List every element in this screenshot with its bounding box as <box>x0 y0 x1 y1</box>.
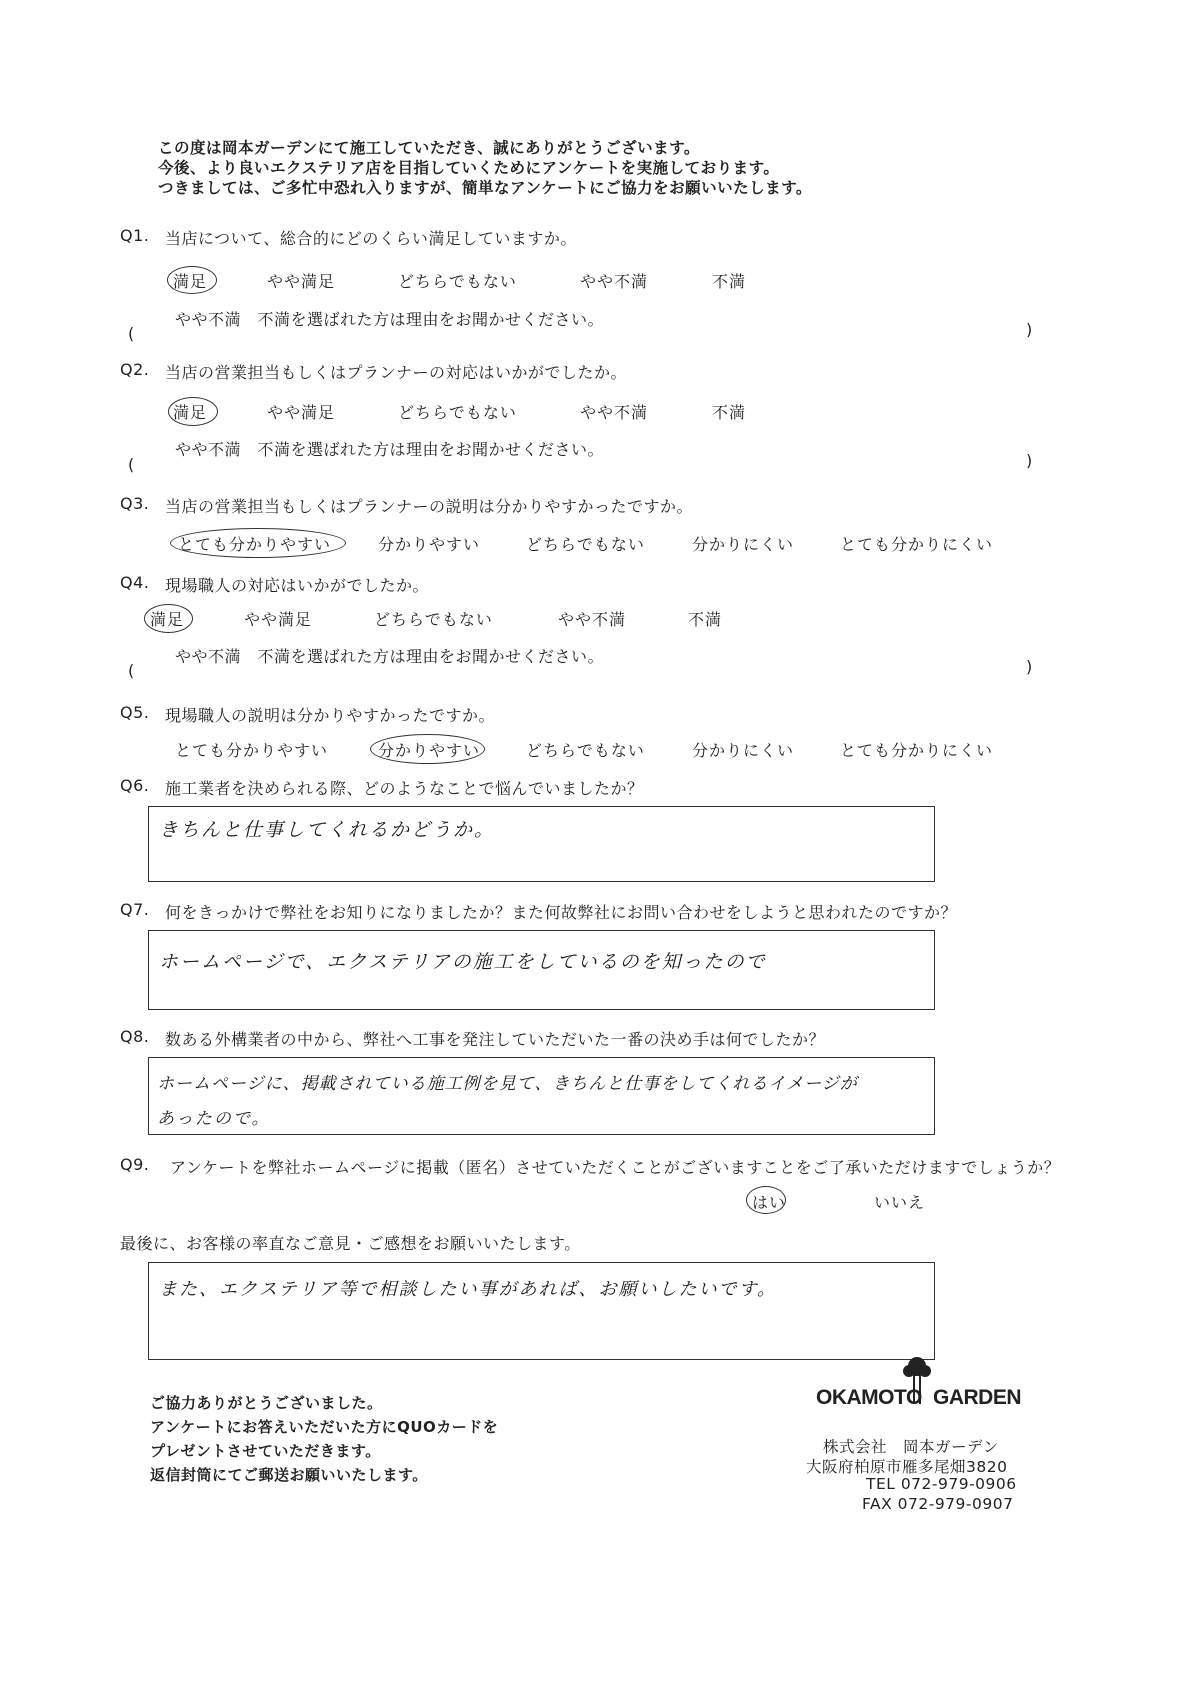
q1-option-1[interactable]: 満足 <box>173 272 208 291</box>
q4-text: 現場職人の対応はいかがでしたか。 <box>165 576 430 595</box>
q2-option-3[interactable]: どちらでもない <box>398 403 517 422</box>
intro-line-2: 今後、より良いエクステリア店を目指していくためにアンケートを実施しております。 <box>158 159 780 177</box>
q6-text: 施工業者を決められる際、どのようなことで悩んでいましたか？ <box>165 779 644 798</box>
q6-answer: きちんと仕事してくれるかどうか。 <box>159 819 496 841</box>
intro-line-1: この度は岡本ガーデンにて施工していただき、誠にありがとうございます。 <box>158 139 700 157</box>
okamoto-garden-logo <box>816 1356 1022 1414</box>
q2-option-1[interactable]: 満足 <box>173 403 208 422</box>
company-address: 大阪府柏原市雁多尾畑3820 <box>806 1458 1008 1476</box>
q3-option-2[interactable]: 分かりやすい <box>378 535 481 554</box>
q4-option-5[interactable]: 不満 <box>688 610 723 629</box>
q2-label: Q2. <box>120 360 150 379</box>
footer-thanks-4: 返信封筒にてご郵送お願いいたします。 <box>150 1466 428 1484</box>
q5-option-5[interactable]: とても分かりにくい <box>840 741 994 760</box>
q4-option-4[interactable]: やや不満 <box>558 610 627 629</box>
q4-option-1[interactable]: 満足 <box>150 610 185 629</box>
footer-thanks-1: ご協力ありがとうございました。 <box>150 1394 383 1412</box>
company-tel: TEL 072-979-0906 <box>866 1475 1017 1493</box>
q3-text: 当店の営業担当もしくはプランナーの説明は分かりやすかったですか。 <box>165 497 694 516</box>
q1-reason-prompt: やや不満 不満を選ばれた方は理由をお聞かせください。 <box>175 310 605 329</box>
logo-text-garden: GARDEN <box>933 1386 1022 1409</box>
q3-option-4[interactable]: 分かりにくい <box>692 535 795 554</box>
q2-text: 当店の営業担当もしくはプランナーの対応はいかがでしたか。 <box>165 363 628 382</box>
q6-label: Q6. <box>120 776 150 795</box>
q4-paren-close: ) <box>1026 657 1033 676</box>
q8-text: 数ある外構業者の中から、弊社へ工事を発注していただいた一番の決め手は何でしたか？ <box>165 1030 826 1049</box>
footer-thanks-2: アンケートにお答えいただいた方にQUOカードを <box>150 1418 499 1436</box>
q2-option-2[interactable]: やや満足 <box>267 403 336 422</box>
q1-option-4[interactable]: やや不満 <box>580 272 649 291</box>
q7-label: Q7. <box>120 900 150 919</box>
q8-answer-line-1: ホームページに、掲載されている施工例を見て、きちんと仕事をしてくれるイメージが <box>157 1074 858 1094</box>
q8-label: Q8. <box>120 1027 150 1046</box>
footer-thanks-3: プレゼントさせていただきます。 <box>150 1442 381 1460</box>
q1-label: Q1. <box>120 226 150 245</box>
final-comment-box[interactable] <box>148 1262 935 1360</box>
intro-line-3: つきましては、ご多忙中恐れ入りますが、簡単なアンケートにご協力をお願いいたします。 <box>158 179 812 197</box>
final-comment-answer: また、エクステリア等で相談したい事があれば、お願いしたいです。 <box>159 1279 778 1300</box>
q5-option-2[interactable]: 分かりやすい <box>378 741 481 760</box>
q2-paren-close: ) <box>1026 451 1033 470</box>
final-comment-prompt: 最後に、お客様の率直なご意見・ご感想をお願いいたします。 <box>120 1234 581 1253</box>
q2-paren-open: ( <box>128 455 135 474</box>
q4-option-2[interactable]: やや満足 <box>244 610 313 629</box>
q1-option-2[interactable]: やや満足 <box>267 272 336 291</box>
q3-option-1[interactable]: とても分かりやすい <box>178 535 332 554</box>
q9-yes-option[interactable]: はい <box>752 1193 787 1212</box>
q9-label: Q9. <box>120 1155 150 1174</box>
q1-text: 当店について、総合的にどのくらい満足していますか。 <box>165 229 577 248</box>
q1-paren-close: ) <box>1026 320 1033 339</box>
q1-paren-open: ( <box>128 324 135 343</box>
q1-option-3[interactable]: どちらでもない <box>398 272 517 291</box>
q3-option-5[interactable]: とても分かりにくい <box>840 535 994 554</box>
q2-option-4[interactable]: やや不満 <box>580 403 649 422</box>
q2-option-5[interactable]: 不満 <box>712 403 747 422</box>
q3-option-3[interactable]: どちらでもない <box>526 535 645 554</box>
q4-reason-prompt: やや不満 不満を選ばれた方は理由をお聞かせください。 <box>175 647 605 666</box>
company-fax: FAX 072-979-0907 <box>862 1495 1014 1513</box>
q7-answer: ホームページで、エクステリアの施工をしているのを知ったので <box>159 951 767 973</box>
q8-answer-line-2: あったので。 <box>157 1109 271 1129</box>
q9-text: アンケートを弊社ホームページに掲載（匿名）させていただくことがございますことをご了承いただけますでしょうか？ <box>170 1158 1061 1177</box>
q2-reason-prompt: やや不満 不満を選ばれた方は理由をお聞かせください。 <box>175 440 605 459</box>
q4-label: Q4. <box>120 573 150 592</box>
q7-text: 何をきっかけで弊社をお知りになりましたか？また何故弊社にお問い合わせをしようと思われたのですか？ <box>165 903 958 922</box>
q5-text: 現場職人の説明は分かりやすかったですか。 <box>165 706 496 725</box>
logo-text-okamoto: OKAMOTO <box>816 1386 922 1409</box>
q7-answer-box[interactable] <box>148 930 935 1010</box>
q8-answer-box[interactable] <box>148 1057 935 1135</box>
q6-answer-box[interactable] <box>148 806 935 882</box>
q5-option-3[interactable]: どちらでもない <box>526 741 645 760</box>
q1-option-5[interactable]: 不満 <box>712 272 747 291</box>
q5-option-4[interactable]: 分かりにくい <box>692 741 795 760</box>
q4-paren-open: ( <box>128 661 135 680</box>
company-name: 株式会社 岡本ガーデン <box>823 1438 999 1456</box>
q9-no-option[interactable]: いいえ <box>874 1193 926 1212</box>
q4-option-3[interactable]: どちらでもない <box>374 610 493 629</box>
q3-label: Q3. <box>120 494 150 513</box>
q5-label: Q5. <box>120 703 150 722</box>
q5-option-1[interactable]: とても分かりやすい <box>175 741 329 760</box>
